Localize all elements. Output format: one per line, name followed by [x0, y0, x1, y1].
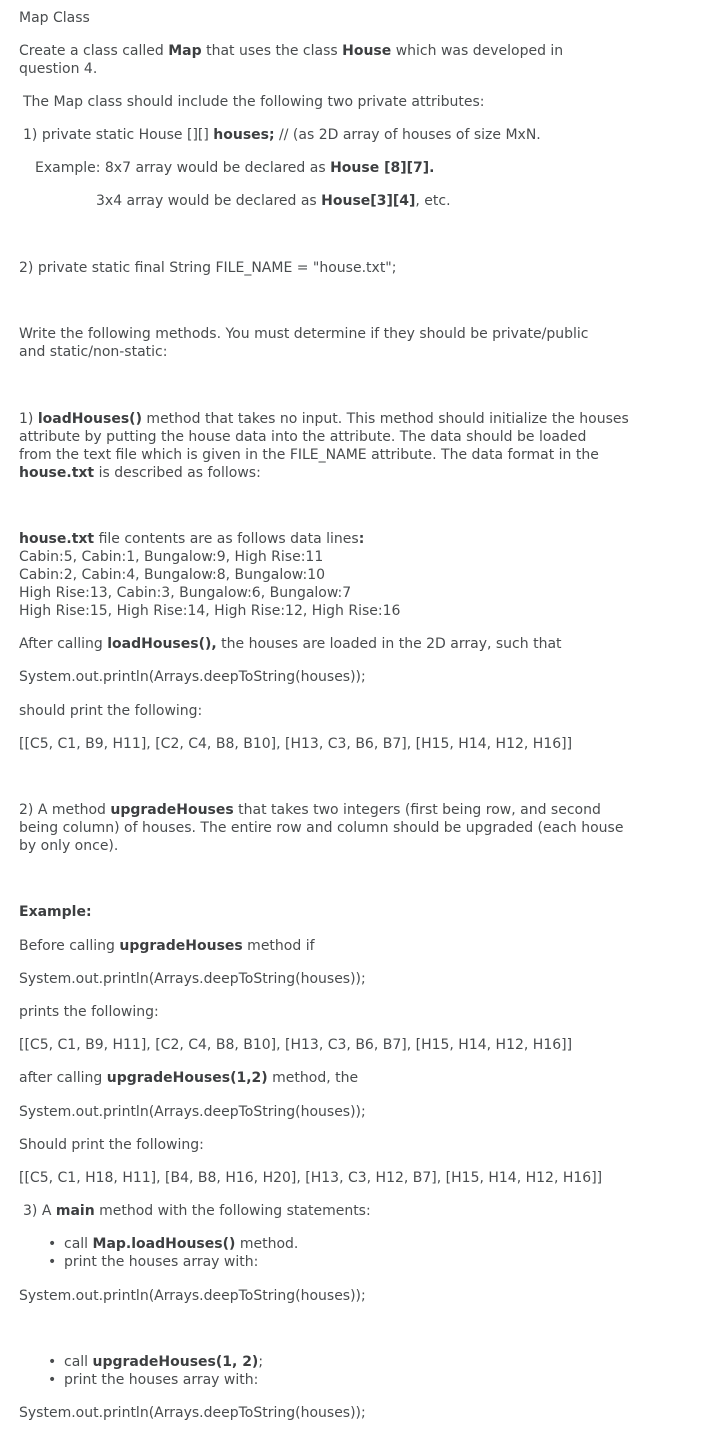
println-statement: System.out.println(Arrays.deepToString(houses));	[19, 669, 366, 685]
attribute-example-2: 3x4 array would be declared as House[3][4], etc.	[96, 193, 451, 209]
after-call-text: after calling upgradeHouses(1,2) method, the	[19, 1070, 359, 1086]
output-loaded: [[C5, C1, B9, H11], [C2, C4, B8, B10], [H13, C3, B6, B7], [H15, H14, H12, H16]]	[19, 736, 573, 752]
bullet-icon: •	[48, 1372, 57, 1388]
example-heading: Example:	[19, 904, 92, 920]
list-item: • print the houses array with:	[48, 1372, 259, 1388]
file-line: High Rise:13, Cabin:3, Bungalow:6, Bungalow:7	[19, 585, 352, 601]
method-2-line-2: being column) of houses. The entire row and column should be upgraded (each house	[19, 820, 624, 836]
list-item: • call upgradeHouses(1, 2);	[48, 1354, 264, 1370]
file-contents-heading: house.txt file contents are as follows data lines:	[19, 531, 365, 547]
file-line: Cabin:5, Cabin:1, Bungalow:9, High Rise:11	[19, 549, 324, 565]
method-2-line-1: 2) A method upgradeHouses that takes two integers (first being row, and second	[19, 802, 601, 818]
println-statement: System.out.println(Arrays.deepToString(houses));	[19, 1288, 366, 1304]
println-statement: System.out.println(Arrays.deepToString(houses));	[19, 1104, 366, 1120]
method-1-line-3: from the text file which is given in the FILE_NAME attribute. The data format in the	[19, 447, 599, 463]
println-statement: System.out.println(Arrays.deepToString(houses));	[19, 971, 366, 987]
intro-line-2: question 4.	[19, 61, 98, 77]
method-1-line-2: attribute by putting the house data into the attribute. The data should be loaded	[19, 429, 587, 445]
bullet-icon: •	[48, 1254, 57, 1270]
output-after: [[C5, C1, H18, H11], [B4, B8, H16, H20], [H13, C3, H12, B7], [H15, H14, H12, H16]]	[19, 1170, 603, 1186]
after-load-text: After calling loadHouses(), the houses are loaded in the 2D array, such that	[19, 636, 562, 652]
list-item: • print the houses array with:	[48, 1254, 259, 1270]
method-2-line-3: by only once).	[19, 838, 119, 854]
println-statement: System.out.println(Arrays.deepToString(houses));	[19, 1405, 366, 1421]
should-print-text: should print the following:	[19, 703, 203, 719]
bullet-icon: •	[48, 1236, 57, 1252]
method-3-text: 3) A main method with the following statements:	[23, 1203, 371, 1219]
prints-following-text: prints the following:	[19, 1004, 159, 1020]
file-line: Cabin:2, Cabin:4, Bungalow:8, Bungalow:10	[19, 567, 326, 583]
page-title: Map Class	[19, 10, 90, 26]
method-1-line-1: 1) loadHouses() method that takes no input. This method should initialize the houses	[19, 411, 629, 427]
attribute-2: 2) private static final String FILE_NAME = "house.txt";	[19, 260, 397, 276]
methods-intro-line-2: and static/non-static:	[19, 344, 168, 360]
file-line: High Rise:15, High Rise:14, High Rise:12, High Rise:16	[19, 603, 401, 619]
attribute-example-1: Example: 8x7 array would be declared as House [8][7].	[35, 160, 435, 176]
output-before: [[C5, C1, B9, H11], [C2, C4, B8, B10], [H13, C3, B6, B7], [H15, H14, H12, H16]]	[19, 1037, 573, 1053]
attributes-heading: The Map class should include the following two private attributes:	[23, 94, 485, 110]
should-print-text: Should print the following:	[19, 1137, 204, 1153]
bullet-icon: •	[48, 1354, 57, 1370]
method-1-line-4: house.txt is described as follows:	[19, 465, 261, 481]
list-item: • call Map.loadHouses() method.	[48, 1236, 299, 1252]
attribute-1: 1) private static House [][] houses; // (as 2D array of houses of size MxN.	[23, 127, 541, 143]
intro-line-1: Create a class called Map that uses the class House which was developed in	[19, 43, 564, 59]
before-call-text: Before calling upgradeHouses method if	[19, 938, 315, 954]
methods-intro-line-1: Write the following methods. You must determine if they should be private/public	[19, 326, 589, 342]
